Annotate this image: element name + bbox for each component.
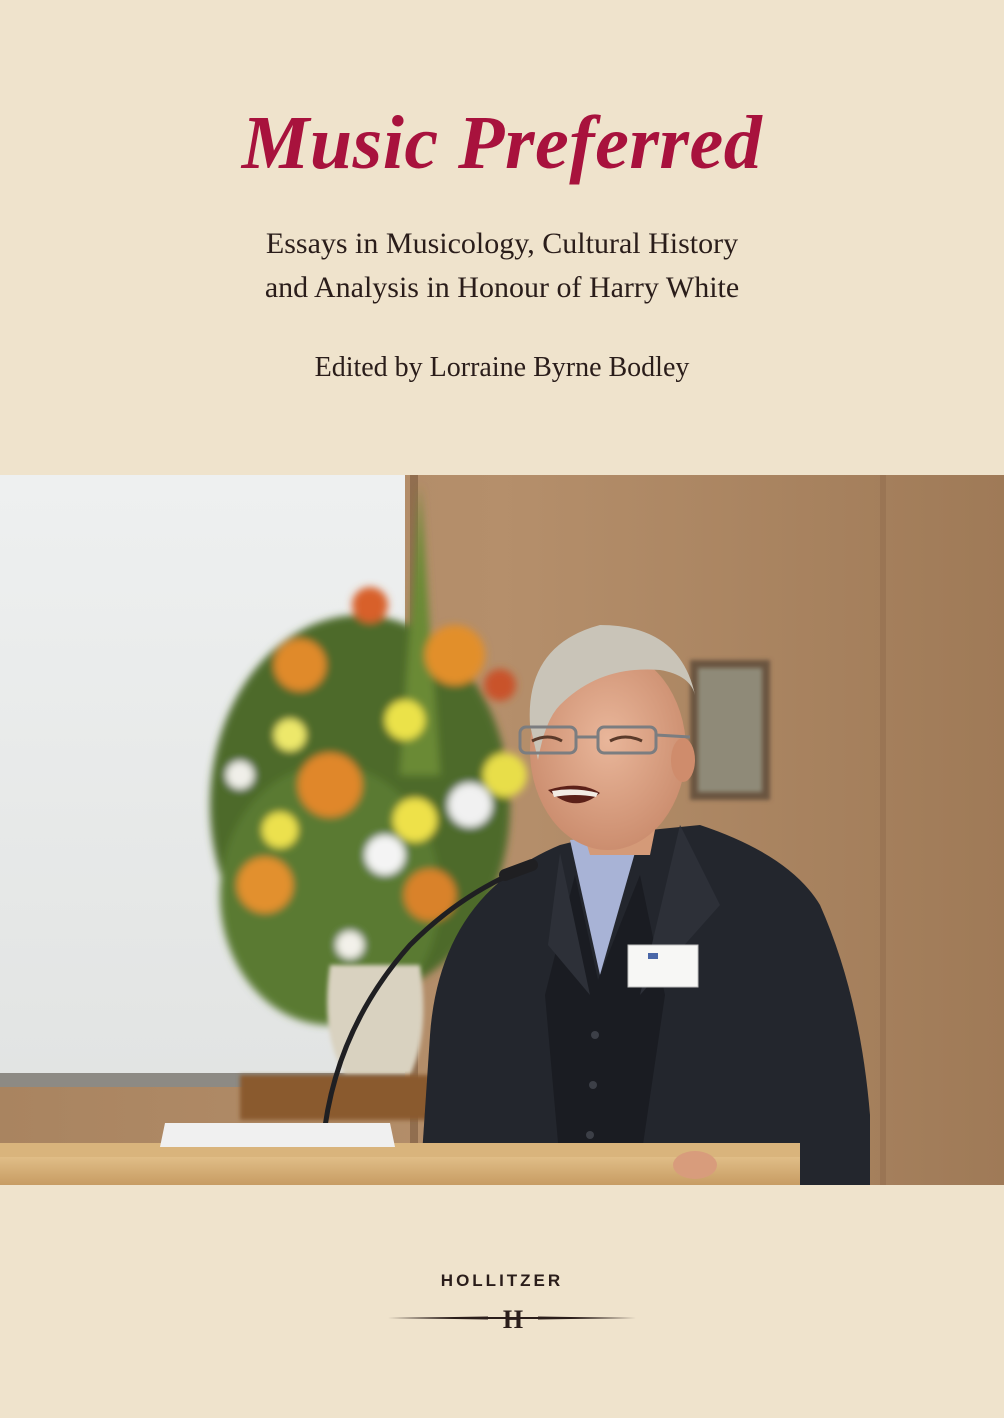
publisher-name: HOLLITZER bbox=[440, 1271, 564, 1290]
subtitle-line-1: Essays in Musicology, Cultural History bbox=[265, 227, 739, 260]
editor-credit: Edited by Lorraine Byrne Bodley bbox=[314, 352, 690, 383]
book-title: Music Preferred bbox=[241, 101, 763, 185]
cover-photo bbox=[0, 475, 1004, 1185]
publisher-logo bbox=[388, 1304, 638, 1332]
book-subtitle bbox=[0, 222, 1004, 310]
subtitle-line-2: and Analysis in Honour of Harry White bbox=[264, 271, 740, 304]
publisher-logo-letter: H bbox=[502, 1305, 524, 1332]
